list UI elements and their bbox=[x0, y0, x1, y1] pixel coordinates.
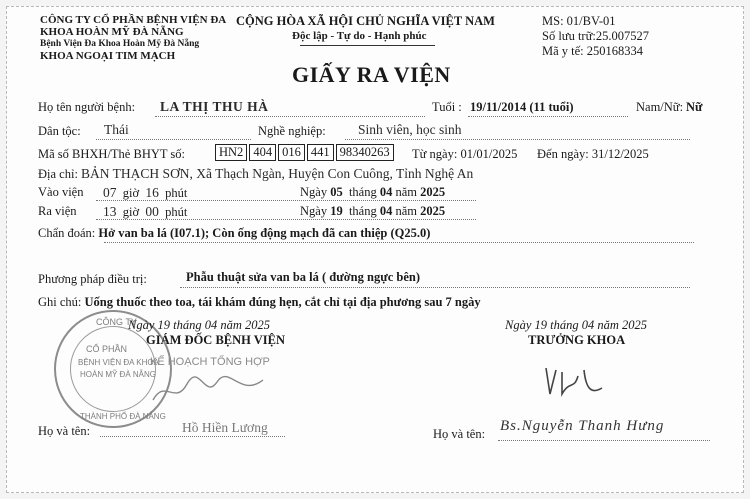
occupation-label: Nghề nghiệp: bbox=[258, 124, 326, 138]
insurance-box: 98340263 bbox=[336, 144, 394, 161]
left-name-dotline bbox=[100, 436, 285, 437]
stamp-text: CÔNG TY bbox=[96, 317, 137, 327]
diagnosis: Chẩn đoán: Hở van ba lá (I07.1); Còn ống động mạch đã can thiệp (Q25.0) bbox=[38, 226, 431, 240]
director-signature bbox=[145, 370, 275, 410]
insurance-valid-from: Từ ngày: 01/01/2025 bbox=[412, 147, 518, 161]
treatment-value: Phẫu thuật sửa van ba lá ( đường ngực bên) bbox=[186, 270, 420, 284]
admission-dotline bbox=[96, 200, 476, 201]
admission-time: 07 giờ 16 phút bbox=[103, 185, 188, 200]
right-name-label: Họ và tên: bbox=[433, 427, 486, 441]
nation-title: CỘNG HÒA XÃ HỘI CHỦ NGHĨA VIỆT NAM bbox=[236, 14, 495, 28]
department-name: KHOA NGOẠI TIM MẠCH bbox=[40, 50, 176, 62]
discharge-label: Ra viện bbox=[38, 204, 77, 218]
insurance-box: 404 bbox=[249, 144, 276, 161]
insurance-label: Mã số BHXH/Thẻ BHYT số: bbox=[38, 147, 185, 161]
diagnosis-dotline bbox=[104, 242, 694, 243]
discharge-date: Ngày 19 tháng 04 năm 2025 bbox=[300, 204, 446, 218]
admission-label: Vào viện bbox=[38, 185, 84, 199]
name-dotline bbox=[155, 116, 425, 117]
department-head-name: Bs.Nguyễn Thanh Hưng bbox=[500, 418, 665, 434]
patient-name: LA THỊ THU HÀ bbox=[160, 99, 269, 114]
stamp-inner-ring bbox=[70, 326, 156, 412]
hospital-name: Bệnh Viện Đa Khoa Hoàn Mỹ Đà Nẵng bbox=[40, 39, 200, 49]
discharge-dotline bbox=[96, 219, 476, 220]
stamp-text: CỔ PHẦN bbox=[86, 344, 128, 354]
patient-age: 19/11/2014 (11 tuổi) bbox=[470, 100, 574, 114]
right-signature-title: TRƯỞNG KHOA bbox=[528, 333, 626, 347]
stamp-text: HOÀN MỸ ĐÀ NẴNG bbox=[80, 370, 157, 379]
patient-occupation: Sinh viên, học sinh bbox=[358, 122, 462, 137]
left-signature-date: Ngày 19 tháng 04 năm 2025 bbox=[128, 318, 271, 332]
left-name-label: Họ và tên: bbox=[38, 424, 91, 438]
insurance-box: 441 bbox=[307, 144, 334, 161]
admission-date: Ngày 05 tháng 04 năm 2025 bbox=[300, 185, 446, 199]
notes: Ghi chú: Uống thuốc theo toa, tái khám đúng hẹn, cắt chỉ tại địa phương sau 7 ngày bbox=[38, 295, 481, 309]
ethnicity-label: Dân tộc: bbox=[38, 124, 81, 138]
ethnicity-dotline bbox=[96, 139, 251, 140]
department-head-signature bbox=[540, 360, 610, 400]
age-dotline bbox=[468, 116, 628, 117]
discharge-time: 13 giờ 00 phút bbox=[103, 204, 188, 219]
treatment-label: Phương pháp điều trị: bbox=[38, 272, 147, 286]
age-label: Tuổi : bbox=[432, 100, 462, 114]
medical-code: Mã y tế: 250168334 bbox=[542, 44, 644, 58]
nation-motto: Độc lập - Tự do - Hạnh phúc bbox=[292, 30, 427, 42]
stamp-text: BỆNH VIỆN ĐA KHOA bbox=[78, 358, 159, 367]
insurance-number-boxes bbox=[215, 144, 396, 161]
patient-ethnicity: Thái bbox=[104, 122, 129, 137]
right-signature-date: Ngày 19 tháng 04 năm 2025 bbox=[505, 318, 648, 332]
insurance-valid-to: Đến ngày: 31/12/2025 bbox=[537, 147, 649, 161]
sex-label: Nam/Nữ: bbox=[636, 100, 684, 114]
director-name: Hồ Hiền Lương bbox=[182, 420, 268, 435]
company-name-line2: KHOA HOÀN MỸ ĐÀ NẴNG bbox=[40, 26, 184, 38]
treatment-dotline bbox=[180, 287, 690, 288]
form-code: MS: 01/BV-01 bbox=[542, 14, 616, 28]
insurance-box: HN2 bbox=[215, 144, 247, 161]
motto-underline bbox=[300, 45, 435, 46]
patient-sex: Nữ bbox=[686, 100, 703, 114]
archive-number: Số lưu trữ:25.007527 bbox=[542, 29, 649, 43]
patient-name-label: Họ tên người bệnh: bbox=[38, 100, 136, 114]
stamp-overlay-text: KẾ HOẠCH TỔNG HỢP bbox=[150, 356, 270, 368]
right-name-dotline bbox=[498, 440, 710, 441]
stamp-text: THÀNH PHỐ ĐÀ NẴNG bbox=[80, 412, 166, 421]
address: Địa chỉ: BẢN THẠCH SƠN, Xã Thạch Ngàn, Huyện Con Cuông, Tỉnh Nghệ An bbox=[38, 166, 474, 181]
company-name: CÔNG TY CỔ PHẦN BỆNH VIỆN ĐA bbox=[40, 14, 227, 26]
insurance-box: 016 bbox=[278, 144, 305, 161]
occupation-dotline bbox=[345, 139, 690, 140]
document-title: GIẤY RA VIỆN bbox=[292, 62, 451, 87]
left-signature-title: GIÁM ĐỐC BỆNH VIỆN bbox=[146, 333, 286, 347]
